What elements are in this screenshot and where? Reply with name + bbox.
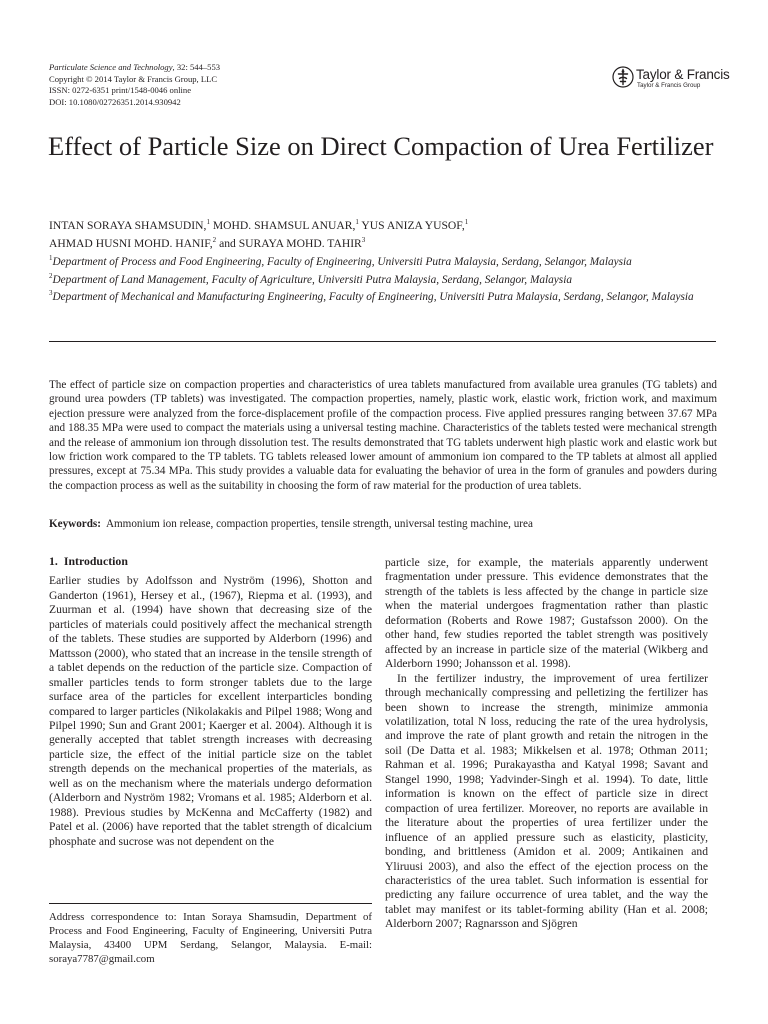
intro-paragraph-2: particle size, for example, the materials apparently underwent fragmentation under pressure. This evidence demonstrates that the strength of the tablets is less affected by the change in particle size when the material undergoes fragmentation rather than plastic deformation (Roberts and Rowe 1987; Gustafsson 2000). On the other hand, few studies reported the tablet strength was positively affected by an increase in particle size of the material (Wikberg and Alderborn 1990; Johansson et al. 1998).: [385, 556, 708, 671]
section-number: 1.: [49, 554, 58, 568]
author-list: [49, 215, 729, 252]
volume-pages: , 32: 544–553: [172, 62, 221, 72]
affiliation-text: Department of Land Management, Faculty of Agriculture, Universiti Putra Malaysia, Serdang, Selangor, Malaysia: [52, 273, 572, 286]
affiliation-item: [49, 287, 729, 305]
section-title: Introduction: [63, 554, 128, 568]
affiliation-item: [49, 252, 729, 270]
affiliation-text: Department of Mechanical and Manufacturing Engineering, Faculty of Engineering, Universiti Putra Malaysia, Serdang, Selangor, Malaysia: [52, 290, 694, 303]
keywords: [49, 517, 717, 531]
abstract: The effect of particle size on compaction properties and characteristics of urea tablets manufactured from available urea granules (TG tablets) and ground urea powders (TP tablets) was investigated. The compaction properties, namely, plastic work, elastic work, friction work, and maximum ejection pressure were analyzed from the force-displacement profile of the compaction process. Five applied pressures ranging between 37.67 MPa and 188.35 MPa were used to compact the materials using a universal testing machine. Characteristics of the tablets tested were mechanical strength and the release of ammonium ion through dissolution test. The results demonstrated that TG tablets underwent high plastic work and elastic work but low friction work compared to the TP tablets. TG tablets released lower amount of ammonium ion compared to the TP tablets at almost all applied pressures, except at 75.34 MPa. This study provides a valuable data for evaluating the behavior of urea in the form of granules and powders during the compaction process as well as the suitability in choosing the form of raw material for the production of urea tablets.: [49, 379, 717, 492]
publisher-subname: Taylor & Francis Group: [637, 82, 701, 89]
affiliation-text: Department of Process and Food Engineering, Faculty of Engineering, Universiti Putra Malaysia, Serdang, Selangor, Malaysia: [52, 255, 632, 268]
footnote-divider: [49, 903, 372, 904]
journal-citation: [49, 62, 469, 74]
journal-metadata: [49, 62, 469, 108]
keywords-label: Keywords:: [49, 518, 101, 530]
header-divider: [49, 341, 716, 342]
affiliation-item: [49, 270, 729, 288]
keywords-text: Ammonium ion release, compaction properties, tensile strength, universal testing machine, urea: [105, 518, 533, 530]
doi-line: DOI: 10.1080/02726351.2014.930942: [49, 96, 181, 107]
issn-line: ISSN: 0272-6351 print/1548-0046 online: [49, 85, 192, 95]
section-heading: [49, 554, 372, 568]
author-affiliation-marker: 1: [355, 218, 359, 226]
affiliation-list: [49, 252, 729, 305]
right-column: [385, 556, 708, 932]
taylor-francis-logo-icon: [612, 66, 634, 88]
affiliation-number: 3: [49, 289, 53, 298]
left-column: [49, 554, 372, 849]
copyright-line: Copyright © 2014 Taylor & Francis Group, LLC: [49, 73, 218, 84]
publisher-name: Taylor & Francis: [636, 67, 730, 82]
author-affiliation-marker: 3: [361, 236, 366, 245]
intro-paragraph-3: In the fertilizer industry, the improvement of urea fertilizer through mechanically compressing and pelletizing the fertilizer has been shown to increase the strength, minimize ammonia volatilization, total N loss, reducing the rate of the urea hydrolysis, and improve the rate of plant growth and retain the nitrogen in the soil (De Datta et al. 1983; Mikkelsen et al. 1978; Othman 2011; Rahman et al. 1996; Purakayastha and Katyal 1998; Savant and Stangel 1990, 1998; Yadvinder-Singh et al. 1994). To date, little information is known on the effect of particle size in direct compaction of urea fertilizer. Moreover, no reports are available in the literature about the properties of urea fertilizer under the influence of an applied pressure such as elasticity, plasticity, bonding, and brittleness (Amidon et al. 2009; Antikainen and Yliruusi 2003), and also the effect of the ejection process on the characteristics of the urea tablet. Such information is essential for predicting any failure occurrence of urea tablet, and the way the tablet may manifest or its tablet-forming ability (Han et al. 2008; Alderborn 2007; Ragnarsson and Sjögren: [385, 671, 708, 931]
author-name: AHMAD HUSNI MOHD. HANIF,: [49, 237, 213, 251]
affiliation-number: 1: [49, 254, 53, 262]
article-title: Effect of Particle Size on Direct Compaction of Urea Fertilizer: [48, 131, 714, 161]
author-affiliation-marker: 1: [206, 218, 210, 226]
author-affiliation-marker: 1: [464, 218, 469, 226]
journal-name: Particulate Science and Technology: [49, 62, 173, 72]
intro-paragraph-1: Earlier studies by Adolfsson and Nyström (1996), Shotton and Ganderton (1961), Hersey et al., (1967), Riepma et al. (1993), and Zuurman et al. (1994) have shown that decreasing size of the particles of materials could positively affect the mechanical strength of the tablets. These studies are supported by Alderborn (1996) and Mattsson (2000), who stated that an increase in the tensile strength of a tablet depends on the reduction of the particle size. Compaction of smaller particles tends to form stronger tablets due to the large surface area of the particles for excellent interparticles bonding compared to larger particles (Nikolakakis and Pilpel 1988; Wong and Pilpel 1990; Sun and Grant 2001; Kaerger et al. 2004). Although it is generally accepted that tablet strength increases with decreasing particle size, the effect of the initial particle size on the tablet strength depends on the mechanical properties of the materials, as well as on the mechanism where the materials undergo deformation (Alderborn and Nyström 1982; Vromans et al. 1985; Alderborn et al. 1988). Previous studies by McKenna and McCafferty (1982) and Patel et al. (2006) have reported that the tablet strength of dicalcium phosphate and sucrose was not dependent on the: [49, 574, 372, 848]
affiliation-number: 2: [49, 271, 53, 280]
correspondence-footnote: Address correspondence to: Intan Soraya Shamsudin, Department of Process and Food Engineering, Faculty of Engineering, Universiti Putra Malaysia, 43400 UPM Serdang, Selangor, Malaysia. E-mail: soraya7787@gmail.com: [49, 911, 372, 965]
publisher-logo: [612, 66, 752, 92]
author-name: INTAN SORAYA SHAMSUDIN,: [49, 218, 207, 232]
author-name: MOHD. SHAMSUL ANUAR,: [212, 218, 356, 232]
author-name: YUS ANIZA YUSOF,: [361, 218, 465, 232]
author-name: and SURAYA MOHD. TAHIR: [219, 237, 362, 251]
author-affiliation-marker: 2: [212, 236, 217, 245]
